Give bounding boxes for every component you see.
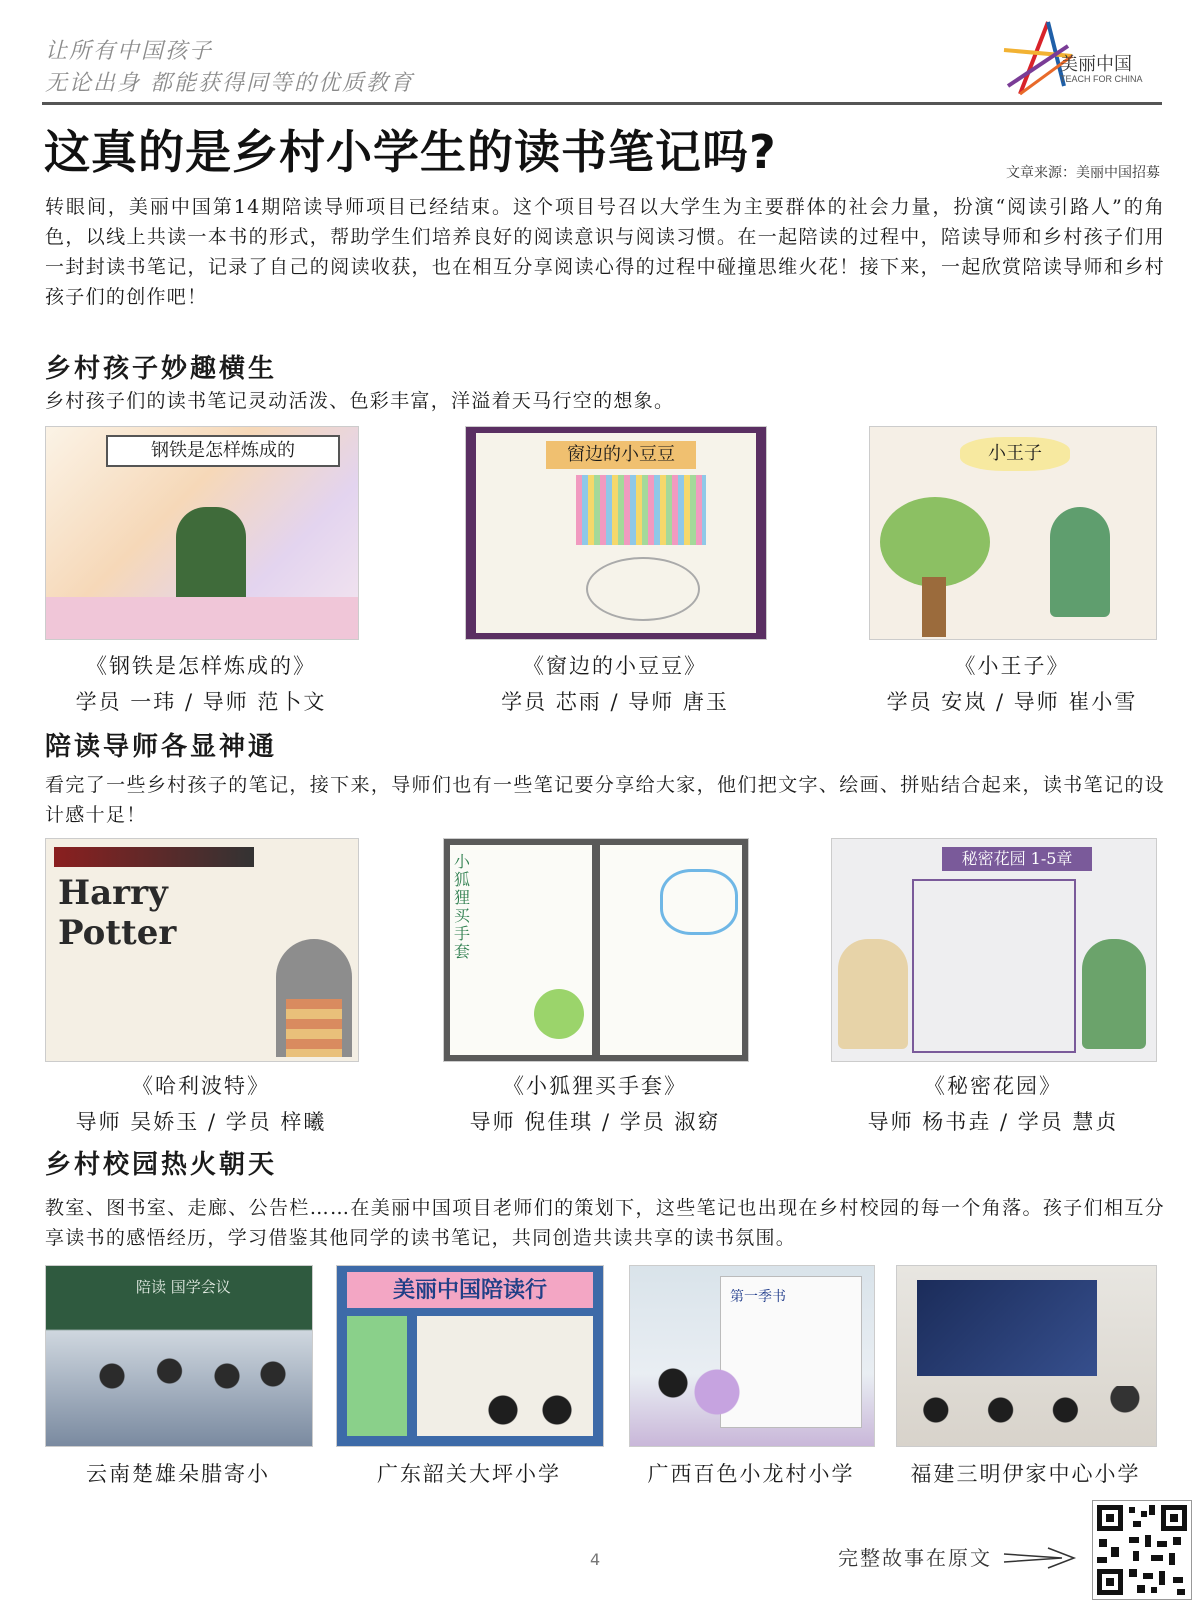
trunk-drawing	[922, 577, 946, 637]
note-photo-title: 小王子	[960, 437, 1070, 471]
students-group	[640, 1356, 750, 1446]
cloud-drawing	[660, 869, 738, 935]
trunk-stack-drawing	[286, 999, 342, 1057]
header-divider	[42, 102, 1162, 105]
lady-drawing	[1082, 939, 1146, 1049]
book-title-caption: 《小王子》	[954, 654, 1070, 678]
credit-caption: 学员 一玮 / 导师 范卜文	[75, 690, 327, 714]
section-heading-mentors: 陪读导师各显神通	[45, 732, 278, 762]
school-caption: 广东韶关大坪小学	[377, 1462, 561, 1486]
teach-for-china-logo	[998, 16, 1158, 100]
book-title-caption: 《窗边的小豆豆》	[523, 654, 707, 678]
whiteboard-text: 第一季书	[730, 1289, 786, 1305]
girl-drawing	[838, 939, 908, 1049]
school-photo-guangxi	[629, 1265, 875, 1447]
bookshelf-drawing	[576, 475, 706, 545]
board-drawing	[347, 1316, 407, 1436]
book-title-caption: 《秘密花园》	[924, 1074, 1062, 1098]
cloud-band-drawing	[46, 597, 358, 639]
note-photo-title: 窗边的小豆豆	[546, 441, 696, 469]
intro-paragraph: 转眼间，美丽中国第14期陪读导师项目已经结束。这个项目号召以大学生为主要群体的社会力量，扮演“阅读引路人”的角色，以线上共读一本书的形式，帮助学生们培养良好的阅读意识与阅读习惯。在一起陪读的过程中，陪读导师和乡村孩子们用一封封读书笔记，记录了自己的阅读收获，也在相互分享阅读心得的过程中碰撞思维火花！接下来，一起欣赏陪读导师和乡村孩子们的创作吧！	[45, 196, 1165, 308]
book-title-caption: 《哈利波特》	[132, 1074, 270, 1098]
note-photo-totto	[465, 426, 767, 640]
section-heading-kids: 乡村孩子妙趣横生	[45, 354, 278, 384]
section-heading-campus: 乡村校园热火朝天	[45, 1150, 278, 1180]
article-source: 文章来源：美丽中国招募	[1006, 165, 1160, 181]
note-photo-steel	[45, 426, 359, 640]
note-photo-title: 钢铁是怎样炼成的	[106, 435, 340, 467]
credit-caption: 导师 倪佳琪 / 学员 淑窈	[469, 1110, 721, 1134]
blackboard-text: 陪读 国学会议	[136, 1278, 231, 1296]
logo-cn-text: 美丽中国	[1060, 54, 1132, 74]
section-desc-campus: 教室、图书室、走廊、公告栏……在美丽中国项目老师们的策划下，这些笔记也出现在乡村校园的每一个角落。孩子们相互分享读书的感悟经历，学习借鉴其他同学的读书笔记，共同创造共读共享的读书氛围。	[45, 1197, 1165, 1249]
full-story-link[interactable]: 完整故事在原文	[838, 1546, 992, 1570]
school-photo-guangdong	[336, 1265, 604, 1447]
monster-drawing	[534, 989, 584, 1039]
students-group	[66, 1336, 296, 1436]
school-caption: 云南楚雄朵腊寄小	[86, 1462, 270, 1486]
slogan-line-2: 无论出身 都能获得同等的优质教育	[45, 71, 414, 96]
credit-caption: 导师 杨书垚 / 学员 慧贞	[867, 1110, 1119, 1134]
school-caption: 福建三明伊家中心小学	[910, 1462, 1141, 1486]
logo-en-text: TEACH FOR CHINA	[1060, 74, 1143, 84]
notes-frame	[912, 879, 1076, 1053]
note-photo-little-prince	[869, 426, 1157, 640]
note-photo-secret-garden	[831, 838, 1157, 1062]
book-title-caption: 《钢铁是怎样炼成的》	[86, 654, 316, 678]
credit-caption: 学员 安岚 / 导师 崔小雪	[886, 690, 1138, 714]
projector-screen	[917, 1280, 1097, 1376]
note-photo-title: 秘密花园 1-5章	[942, 847, 1092, 871]
note-photo-title: 小狐狸买手套	[454, 852, 471, 961]
page-number: 4	[590, 1550, 601, 1569]
slogan-line-1: 让所有中国孩子	[45, 39, 214, 64]
audience-group	[897, 1386, 1156, 1446]
prince-drawing	[1050, 507, 1110, 617]
credit-caption: 学员 芯雨 / 导师 唐玉	[501, 690, 729, 714]
students-group	[467, 1386, 587, 1446]
tree-drawing	[880, 497, 990, 587]
table-drawing	[586, 557, 700, 621]
credit-caption: 导师 吴娇玉 / 学员 梓曦	[75, 1110, 327, 1134]
soldier-drawing	[176, 507, 246, 607]
note-photo-harry-potter	[45, 838, 359, 1062]
school-photo-yunnan	[45, 1265, 313, 1447]
school-photo-fujian	[896, 1265, 1157, 1447]
arrow-right-icon	[1002, 1542, 1082, 1572]
section-desc-kids: 乡村孩子们的读书笔记灵动活泼、色彩丰富，洋溢着天马行空的想象。	[45, 390, 675, 412]
book-title-caption: 《小狐狸买手套》	[503, 1074, 687, 1098]
article-title: 这真的是乡村小学生的读书笔记吗?	[44, 125, 777, 179]
train-drawing	[54, 847, 254, 867]
note-photo-fox-gloves	[443, 838, 749, 1062]
note-photo-title: Harry Potter	[58, 873, 177, 953]
school-caption: 广西百色小龙村小学	[647, 1462, 855, 1486]
qr-code-icon[interactable]	[1092, 1500, 1192, 1600]
section-desc-mentors: 看完了一些乡村孩子的笔记，接下来，导师们也有一些笔记要分享给大家，他们把文字、绘画、拼贴结合起来，读书笔记的设计感十足！	[45, 774, 1165, 826]
banner-text: 美丽中国陪读行	[347, 1272, 593, 1308]
